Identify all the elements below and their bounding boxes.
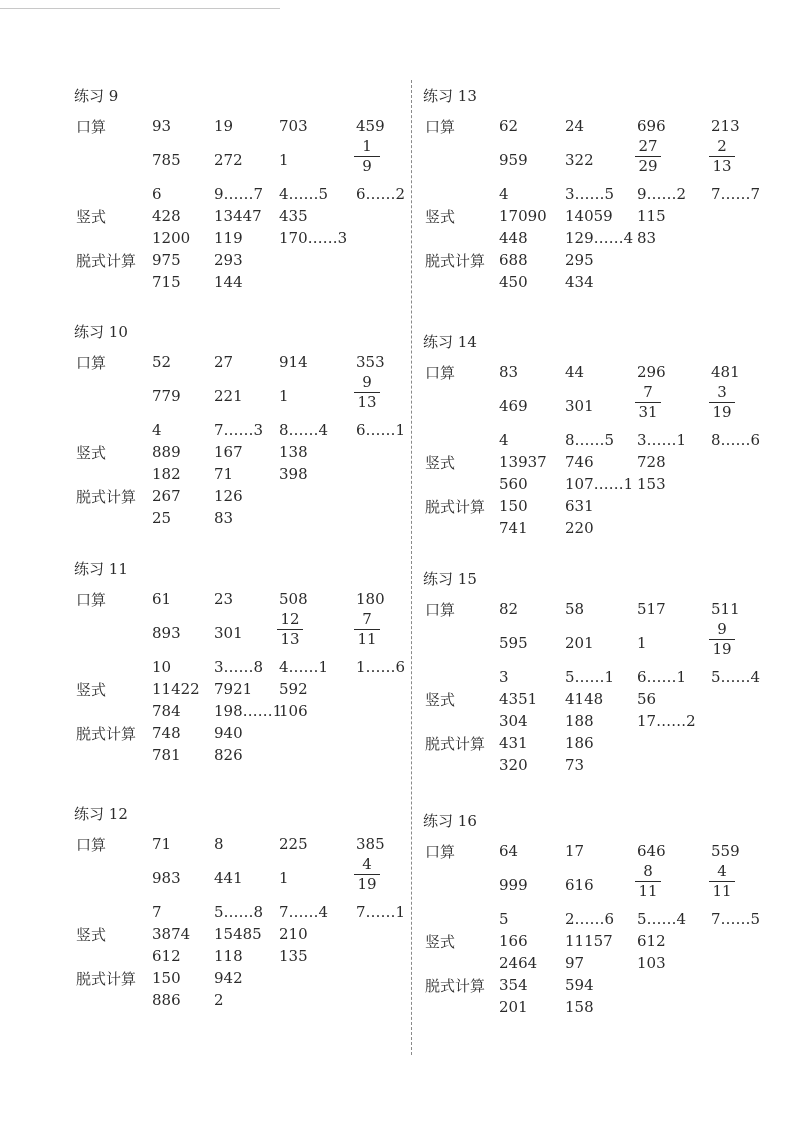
exercise-title [423, 85, 477, 106]
section-label-oral: 口算 [76, 836, 107, 854]
step-answer: 126 [214, 487, 243, 505]
step-answer: 431 [499, 734, 528, 752]
vertical-answer: 14059 [565, 207, 613, 225]
exercise-title [74, 803, 128, 824]
vertical-answer: 398 [279, 465, 308, 483]
exercise-number: 13 [457, 87, 477, 105]
exercise-title-text: 练习 [423, 812, 454, 830]
vertical-answer: 167 [214, 443, 243, 461]
oral-answer: 595 [499, 634, 528, 652]
section-label-vertical: 竖式 [76, 926, 107, 944]
exercise-block [74, 558, 454, 788]
step-answer: 748 [152, 724, 181, 742]
oral-answer: 385 [356, 835, 385, 853]
section-label-oral: 口算 [425, 843, 456, 861]
vertical-answer: 1……6 [356, 658, 406, 676]
fraction-denominator: 31 [638, 403, 658, 421]
fraction-denominator: 13 [712, 157, 732, 175]
exercise-title [74, 321, 128, 342]
vertical-answer: 9……7 [214, 185, 264, 203]
oral-answer-fraction [354, 856, 380, 893]
fraction-denominator: 13 [280, 630, 300, 648]
oral-answer-fraction [354, 374, 380, 411]
step-answer: 150 [152, 969, 181, 987]
oral-answer: 322 [565, 151, 594, 169]
vertical-answer: 8……4 [279, 421, 329, 439]
oral-answer-fraction [635, 138, 661, 175]
fraction-denominator: 9 [362, 157, 372, 175]
section-label-step: 脱式计算 [76, 725, 137, 743]
oral-answer-fraction [635, 384, 661, 421]
oral-answer-fraction [354, 611, 380, 648]
vertical-answer: 6 [152, 185, 162, 203]
oral-answer: 481 [711, 363, 740, 381]
step-answer: 186 [565, 734, 594, 752]
fraction-denominator: 11 [357, 630, 377, 648]
vertical-answer: 3 [499, 668, 509, 686]
fraction-denominator: 13 [357, 393, 377, 411]
step-answer: 942 [214, 969, 243, 987]
oral-answer: 703 [279, 117, 308, 135]
exercise-block [74, 321, 454, 551]
exercise-title-text: 练习 [423, 87, 454, 105]
oral-answer: 1 [637, 634, 647, 652]
fraction-numerator: 8 [635, 863, 661, 882]
oral-answer: 64 [499, 842, 519, 860]
oral-answer: 517 [637, 600, 666, 618]
vertical-answer: 3……5 [565, 185, 615, 203]
step-answer: 688 [499, 251, 528, 269]
vertical-answer: 118 [214, 947, 243, 965]
step-answer: 320 [499, 756, 528, 774]
vertical-answer: 5……8 [214, 903, 264, 921]
vertical-answer: 17090 [499, 207, 547, 225]
oral-answer: 93 [152, 117, 172, 135]
vertical-answer: 5 [499, 910, 509, 928]
step-answer: 295 [565, 251, 594, 269]
exercise-number: 14 [457, 333, 477, 351]
exercise-block [423, 85, 800, 315]
step-answer: 594 [565, 976, 594, 994]
vertical-answer: 435 [279, 207, 308, 225]
vertical-answer: 10 [152, 658, 172, 676]
vertical-answer: 5……4 [637, 910, 687, 928]
section-label-step: 脱式计算 [425, 735, 486, 753]
vertical-answer: 4 [499, 185, 509, 203]
oral-answer: 469 [499, 397, 528, 415]
section-label-oral: 口算 [425, 601, 456, 619]
vertical-answer: 746 [565, 453, 594, 471]
fraction-denominator: 29 [638, 157, 658, 175]
vertical-answer: 7……3 [214, 421, 264, 439]
section-label-vertical: 竖式 [425, 454, 456, 472]
exercise-number: 12 [108, 805, 128, 823]
vertical-answer: 170……3 [279, 229, 348, 247]
vertical-answer: 560 [499, 475, 528, 493]
oral-answer: 213 [711, 117, 740, 135]
section-label-vertical: 竖式 [76, 444, 107, 462]
exercise-title-text: 练习 [74, 87, 105, 105]
oral-answer: 27 [214, 353, 234, 371]
oral-answer: 17 [565, 842, 585, 860]
vertical-answer: 784 [152, 702, 181, 720]
oral-answer: 511 [711, 600, 740, 618]
oral-answer: 696 [637, 117, 666, 135]
fraction-numerator: 9 [709, 621, 735, 640]
oral-answer: 52 [152, 353, 172, 371]
oral-answer: 61 [152, 590, 172, 608]
section-label-oral: 口算 [425, 118, 456, 136]
oral-answer: 24 [565, 117, 585, 135]
oral-answer: 959 [499, 151, 528, 169]
oral-answer-fraction [635, 863, 661, 900]
vertical-answer: 304 [499, 712, 528, 730]
vertical-answer: 107……1 [565, 475, 634, 493]
vertical-answer: 3……1 [637, 431, 687, 449]
exercise-title-text: 练习 [74, 560, 105, 578]
section-label-oral: 口算 [76, 354, 107, 372]
top-rule [0, 8, 280, 9]
vertical-answer: 106 [279, 702, 308, 720]
vertical-answer: 188 [565, 712, 594, 730]
vertical-answer: 4……5 [279, 185, 329, 203]
vertical-answer: 7……7 [711, 185, 761, 203]
section-label-step: 脱式计算 [76, 970, 137, 988]
step-answer: 220 [565, 519, 594, 537]
fraction-numerator: 3 [709, 384, 735, 403]
oral-answer: 71 [152, 835, 172, 853]
oral-answer: 58 [565, 600, 585, 618]
oral-answer: 441 [214, 869, 243, 887]
vertical-answer: 71 [214, 465, 234, 483]
vertical-answer: 138 [279, 443, 308, 461]
exercise-title-text: 练习 [74, 323, 105, 341]
oral-answer: 296 [637, 363, 666, 381]
oral-answer: 180 [356, 590, 385, 608]
section-label-vertical: 竖式 [76, 208, 107, 226]
fraction-numerator: 27 [635, 138, 661, 157]
section-label-vertical: 竖式 [425, 208, 456, 226]
step-answer: 354 [499, 976, 528, 994]
step-answer: 144 [214, 273, 243, 291]
vertical-answer: 11157 [565, 932, 613, 950]
fraction-numerator: 4 [354, 856, 380, 875]
oral-answer: 301 [565, 397, 594, 415]
section-label-step: 脱式计算 [425, 977, 486, 995]
vertical-answer: 4……1 [279, 658, 329, 676]
exercise-title [74, 558, 128, 579]
exercise-block [423, 810, 800, 1040]
vertical-answer: 17……2 [637, 712, 696, 730]
vertical-answer: 728 [637, 453, 666, 471]
exercise-block [74, 803, 454, 1033]
vertical-answer: 8……6 [711, 431, 761, 449]
oral-answer-fraction [709, 863, 735, 900]
vertical-answer: 428 [152, 207, 181, 225]
oral-answer: 301 [214, 624, 243, 642]
section-label-step: 脱式计算 [425, 252, 486, 270]
vertical-answer: 2464 [499, 954, 538, 972]
oral-answer: 201 [565, 634, 594, 652]
step-answer: 25 [152, 509, 172, 527]
vertical-answer: 5……4 [711, 668, 761, 686]
vertical-answer: 4 [152, 421, 162, 439]
fraction-denominator: 19 [357, 875, 377, 893]
oral-answer: 646 [637, 842, 666, 860]
oral-answer: 779 [152, 387, 181, 405]
section-label-oral: 口算 [76, 591, 107, 609]
exercise-title [74, 85, 118, 106]
fraction-denominator: 11 [638, 882, 658, 900]
oral-answer: 559 [711, 842, 740, 860]
step-answer: 741 [499, 519, 528, 537]
vertical-answer: 8……5 [565, 431, 615, 449]
oral-answer: 19 [214, 117, 234, 135]
oral-answer: 893 [152, 624, 181, 642]
step-answer: 886 [152, 991, 181, 1009]
vertical-answer: 448 [499, 229, 528, 247]
exercise-block [423, 568, 800, 798]
exercise-title [423, 568, 477, 589]
vertical-answer: 9……2 [637, 185, 687, 203]
step-answer: 781 [152, 746, 181, 764]
vertical-answer: 13937 [499, 453, 547, 471]
vertical-answer: 15485 [214, 925, 262, 943]
step-answer: 715 [152, 273, 181, 291]
fraction-denominator: 11 [712, 882, 732, 900]
oral-answer: 785 [152, 151, 181, 169]
fraction-denominator: 19 [712, 640, 732, 658]
step-answer: 293 [214, 251, 243, 269]
section-label-step: 脱式计算 [76, 252, 137, 270]
vertical-answer: 198……1 [214, 702, 283, 720]
oral-answer: 353 [356, 353, 385, 371]
exercise-title-text: 练习 [74, 805, 105, 823]
vertical-answer: 3……8 [214, 658, 264, 676]
exercise-number: 11 [108, 560, 128, 578]
step-answer: 150 [499, 497, 528, 515]
vertical-answer: 182 [152, 465, 181, 483]
vertical-answer: 97 [565, 954, 585, 972]
vertical-answer: 119 [214, 229, 243, 247]
fraction-denominator: 19 [712, 403, 732, 421]
oral-answer: 82 [499, 600, 519, 618]
fraction-numerator: 1 [354, 138, 380, 157]
vertical-answer: 135 [279, 947, 308, 965]
vertical-answer: 56 [637, 690, 657, 708]
fraction-numerator: 4 [709, 863, 735, 882]
fraction-numerator: 7 [354, 611, 380, 630]
step-answer: 826 [214, 746, 243, 764]
vertical-answer: 7921 [214, 680, 253, 698]
step-answer: 83 [214, 509, 234, 527]
oral-answer: 1 [279, 151, 289, 169]
fraction-numerator: 12 [277, 611, 303, 630]
oral-answer: 983 [152, 869, 181, 887]
vertical-answer: 7……4 [279, 903, 329, 921]
vertical-answer: 115 [637, 207, 666, 225]
vertical-answer: 13447 [214, 207, 262, 225]
vertical-answer: 612 [637, 932, 666, 950]
section-label-oral: 口算 [76, 118, 107, 136]
oral-answer: 23 [214, 590, 234, 608]
vertical-answer: 1200 [152, 229, 191, 247]
oral-answer-fraction [277, 611, 303, 648]
oral-answer: 62 [499, 117, 519, 135]
step-answer: 434 [565, 273, 594, 291]
vertical-answer: 7……1 [356, 903, 406, 921]
section-label-vertical: 竖式 [76, 681, 107, 699]
step-answer: 73 [565, 756, 585, 774]
section-label-step: 脱式计算 [425, 498, 486, 516]
exercise-title [423, 331, 477, 352]
oral-answer: 8 [214, 835, 224, 853]
step-answer: 267 [152, 487, 181, 505]
oral-answer: 914 [279, 353, 308, 371]
oral-answer: 272 [214, 151, 243, 169]
oral-answer-fraction [709, 621, 735, 658]
section-label-step: 脱式计算 [76, 488, 137, 506]
vertical-answer: 11422 [152, 680, 200, 698]
vertical-answer: 129……4 [565, 229, 634, 247]
section-label-vertical: 竖式 [425, 691, 456, 709]
vertical-answer: 2……6 [565, 910, 615, 928]
step-answer: 975 [152, 251, 181, 269]
oral-answer: 1 [279, 387, 289, 405]
vertical-answer: 153 [637, 475, 666, 493]
exercise-title-text: 练习 [423, 570, 454, 588]
vertical-answer: 6……2 [356, 185, 406, 203]
vertical-answer: 5……1 [565, 668, 615, 686]
vertical-answer: 4 [499, 431, 509, 449]
vertical-answer: 210 [279, 925, 308, 943]
exercise-title-text: 练习 [423, 333, 454, 351]
fraction-numerator: 7 [635, 384, 661, 403]
oral-answer-fraction [709, 138, 735, 175]
vertical-answer: 612 [152, 947, 181, 965]
step-answer: 158 [565, 998, 594, 1016]
oral-answer: 1 [279, 869, 289, 887]
exercise-number: 15 [457, 570, 477, 588]
vertical-answer: 7 [152, 903, 162, 921]
vertical-answer: 3874 [152, 925, 191, 943]
vertical-answer: 4351 [499, 690, 538, 708]
oral-answer: 616 [565, 876, 594, 894]
step-answer: 450 [499, 273, 528, 291]
exercise-block [74, 85, 454, 315]
fraction-numerator: 9 [354, 374, 380, 393]
vertical-answer: 6……1 [356, 421, 406, 439]
vertical-answer: 4148 [565, 690, 604, 708]
vertical-answer: 6……1 [637, 668, 687, 686]
vertical-answer: 889 [152, 443, 181, 461]
oral-answer: 508 [279, 590, 308, 608]
step-answer: 940 [214, 724, 243, 742]
fraction-numerator: 2 [709, 138, 735, 157]
vertical-answer: 7……5 [711, 910, 761, 928]
oral-answer-fraction [354, 138, 380, 175]
vertical-answer: 166 [499, 932, 528, 950]
section-label-oral: 口算 [425, 364, 456, 382]
exercise-title [423, 810, 477, 831]
oral-answer: 44 [565, 363, 585, 381]
step-answer: 201 [499, 998, 528, 1016]
oral-answer: 225 [279, 835, 308, 853]
vertical-answer: 103 [637, 954, 666, 972]
oral-answer: 999 [499, 876, 528, 894]
exercise-number: 16 [457, 812, 477, 830]
oral-answer-fraction [709, 384, 735, 421]
oral-answer: 459 [356, 117, 385, 135]
exercise-number: 10 [108, 323, 128, 341]
vertical-answer: 83 [637, 229, 657, 247]
oral-answer: 221 [214, 387, 243, 405]
vertical-answer: 592 [279, 680, 308, 698]
exercise-block [423, 331, 800, 561]
step-answer: 2 [214, 991, 224, 1009]
exercise-number: 9 [108, 87, 119, 105]
step-answer: 631 [565, 497, 594, 515]
oral-answer: 83 [499, 363, 519, 381]
section-label-vertical: 竖式 [425, 933, 456, 951]
